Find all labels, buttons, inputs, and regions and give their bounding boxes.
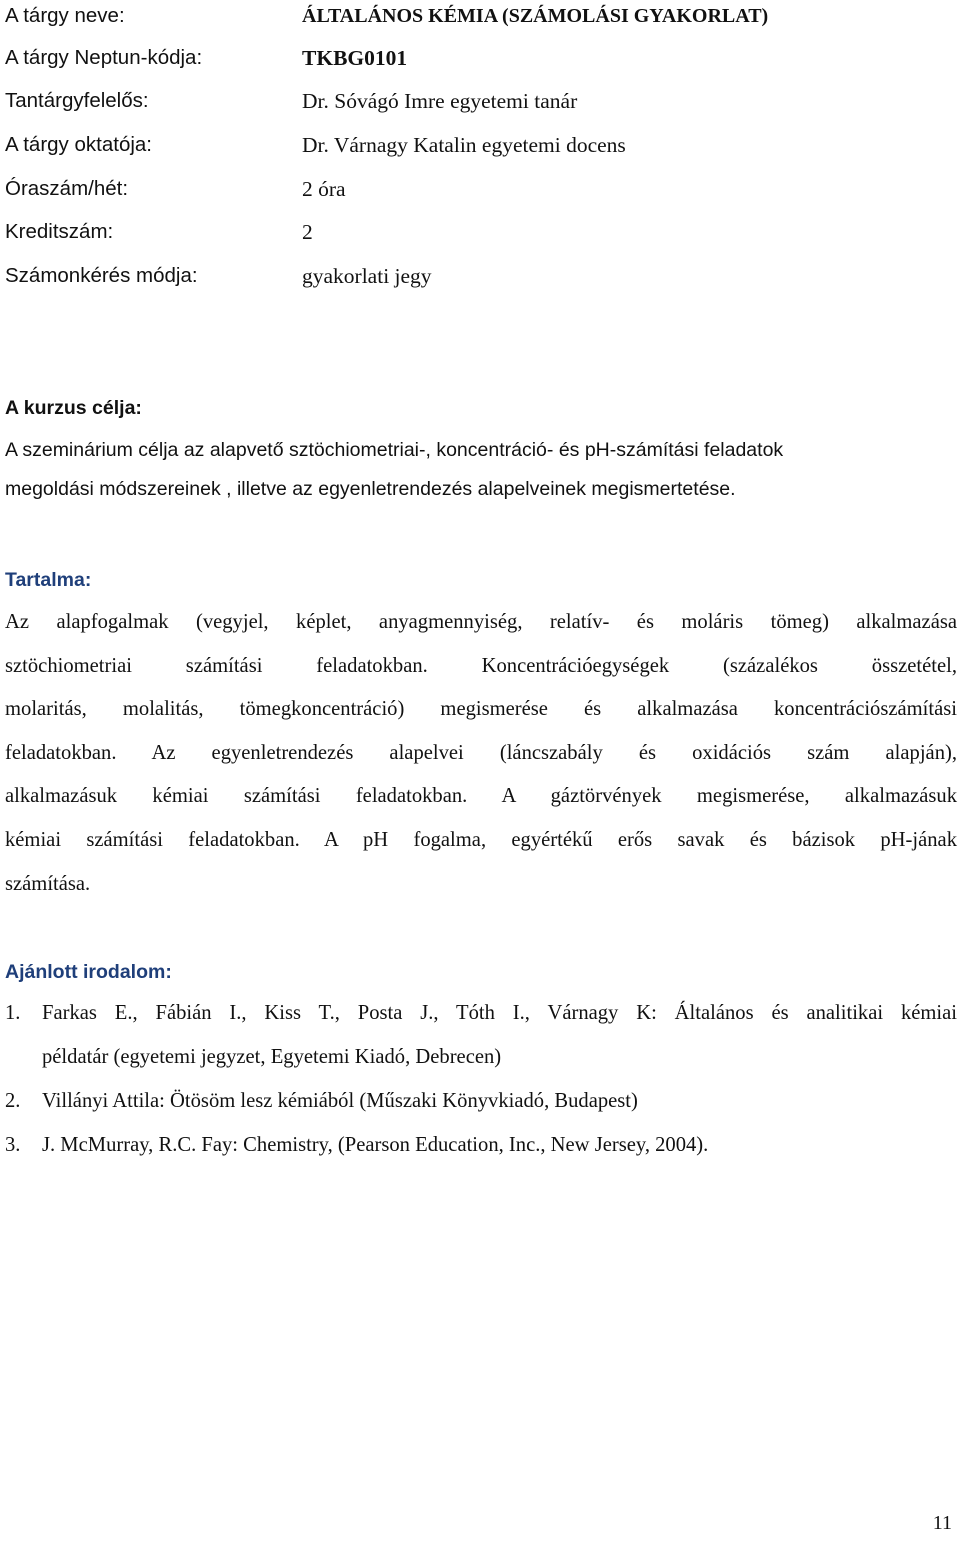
field-value: 2 óra: [302, 177, 346, 201]
goal-line: A szeminárium célja az alapvető sztöchiometriai-, koncentráció- és pH-számítási feladatok: [5, 439, 784, 461]
goal-line: megoldási módszereinek , illetve az egyenletrendezés alapelveinek megismertetése.: [5, 478, 736, 500]
field-label: Kreditszám:: [5, 220, 114, 243]
literature-item: [5, 1080, 957, 1124]
list-number: 2.: [5, 1090, 21, 1112]
field-label: Számonkérés módja:: [5, 264, 198, 287]
literature-text: [42, 1080, 957, 1124]
goal-paragraph: [5, 431, 955, 509]
literature-line: példatár (egyetemi jegyzet, Egyetemi Kiadó, Debrecen): [42, 1045, 502, 1068]
field-value: ÁLTALÁNOS KÉMIA (SZÁMOLÁSI GYAKORLAT): [302, 5, 769, 27]
field-value: 2: [302, 220, 313, 244]
content-line: sztöchiometriai számítási feladatokban. Koncentrációegységek (százalékos összetétel,: [5, 654, 957, 677]
list-number: 3.: [5, 1134, 21, 1156]
content-line: molaritás, molalitás, tömegkoncentráció) megismerése és alkalmazása koncentrációszámítási: [5, 698, 957, 721]
field-value: gyakorlati jegy: [302, 264, 432, 288]
field-label: A tárgy oktatója:: [5, 133, 153, 156]
content-paragraph: [5, 601, 957, 906]
literature-line: Farkas E., Fábián I., Kiss T., Posta J., Tóth I., Várnagy K: Általános és analitikai kémiai: [42, 1002, 957, 1024]
field-value: Dr. Sóvágó Imre egyetemi tanár: [302, 89, 578, 113]
section-heading-content: Tartalma:: [5, 569, 92, 591]
field-label: A tárgy neve:: [5, 4, 125, 27]
field-label: Óraszám/hét:: [5, 177, 129, 200]
content-line: számítása.: [5, 872, 91, 895]
content-line: alkalmazásuk kémiai számítási feladatokban. A gáztörvények megismerése, alkalmazásuk: [5, 785, 957, 808]
content-line: kémiai számítási feladatokban. A pH fogalma, egyértékű erős savak és bázisok pH-jának: [5, 828, 957, 851]
section-heading-literature: Ajánlott irodalom:: [5, 961, 172, 983]
literature-item: [5, 1124, 957, 1168]
section-heading-goal: A kurzus célja:: [5, 397, 142, 419]
list-number: 1.: [5, 1002, 21, 1024]
field-label: A tárgy Neptun-kódja:: [5, 46, 203, 69]
content-line: feladatokban. Az egyenletrendezés alapelvei (láncszabály és oxidációs szám alapján),: [5, 741, 957, 764]
literature-line: J. McMurray, R.C. Fay: Chemistry, (Pearson Education, Inc., New Jersey, 2004).: [42, 1134, 709, 1156]
page-number: 11: [932, 1512, 952, 1534]
literature-text: [42, 992, 957, 1079]
field-value: Dr. Várnagy Katalin egyetemi docens: [302, 133, 626, 157]
literature-item: [5, 992, 957, 1080]
content-line: Az alapfogalmak (vegyjel, képlet, anyagmennyiség, relatív- és moláris tömeg) alkalmazása: [5, 611, 957, 633]
literature-text: [42, 1124, 957, 1168]
field-value: TKBG0101: [302, 46, 408, 70]
field-label: Tantárgyfelelős:: [5, 89, 149, 112]
literature-line: Villányi Attila: Ötösöm lesz kémiából (Műszaki Könyvkiadó, Budapest): [42, 1090, 638, 1112]
